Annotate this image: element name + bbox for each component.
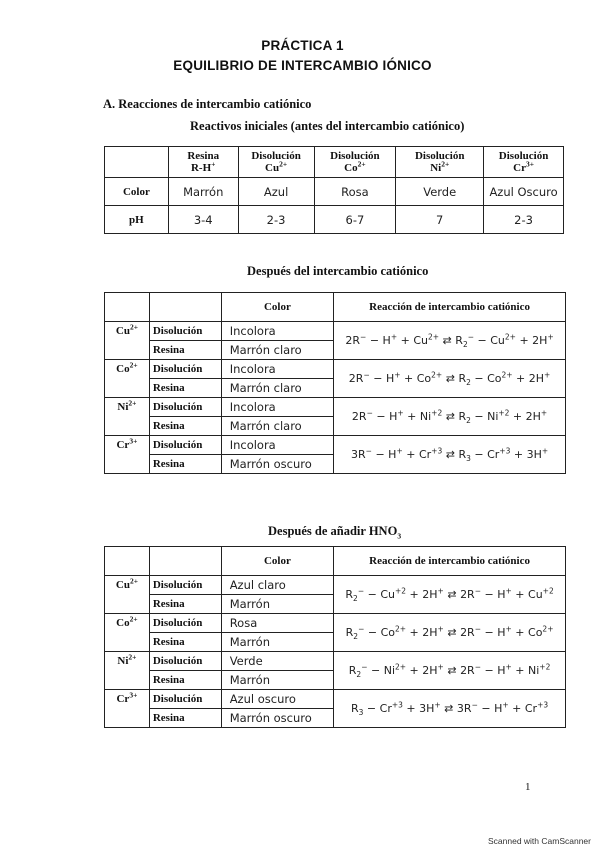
sub-label-disolucion: Disolución: [149, 322, 221, 341]
initial-reagents-table: [104, 146, 564, 234]
table-row: [105, 398, 566, 417]
resina-color: Marrón claro: [221, 379, 333, 398]
color-co: Rosa: [314, 178, 396, 206]
table3-corner-ion: [105, 547, 150, 576]
table-row: [105, 576, 566, 595]
table2-ion-cr: $Cr^{3+}$: [105, 436, 150, 474]
disolucion-color: Incolora: [221, 322, 333, 341]
reaction-cell: [334, 690, 566, 728]
disolucion-color: Rosa: [221, 614, 333, 633]
reaction-equation: $R_2^- - Cu^{+2} + 2H^+$ ⇄ $2R^- - H^+ + Cu^{+2}$: [345, 585, 554, 603]
table-row: [105, 322, 566, 341]
table1-corner-cell: [105, 147, 169, 178]
table-row: [105, 614, 566, 633]
table3-header-color: Color: [221, 547, 333, 576]
reaction-cell: [334, 652, 566, 690]
section-a-heading: A. Reacciones de intercambio catiónico: [103, 97, 312, 111]
table1-header-cu: Disolución $Cu^{2+}$: [238, 147, 314, 178]
table-row: [105, 360, 566, 379]
table-row: [105, 690, 566, 709]
table2-header-color: Color: [221, 293, 333, 322]
after-hno3-table: [104, 546, 566, 728]
ph-co: 6-7: [314, 206, 396, 234]
ph-cr: 2-3: [484, 206, 564, 234]
table2-ion-ni: $Ni^{2+}$: [105, 398, 150, 436]
color-cu: Azul: [238, 178, 314, 206]
reaction-cell: [334, 360, 566, 398]
row-label-color: Color: [105, 178, 169, 206]
disolucion-color: Incolora: [221, 436, 333, 455]
reaction-equation: $R_3 - Cr^{+3} + 3H^+$ ⇄ $3R^- - H^+ + Cr^{+3}$: [350, 699, 549, 717]
disolucion-color: Incolora: [221, 360, 333, 379]
resina-color: Marrón oscuro: [221, 455, 333, 474]
table2-header-reaction: Reacción de intercambio catiónico: [334, 293, 566, 322]
reaction-cell: [334, 614, 566, 652]
reaction-cell: [334, 322, 566, 360]
table-row: [105, 436, 566, 455]
sub-label-disolucion: Disolución: [149, 436, 221, 455]
table1-header-resin: Resina R-H+: [168, 147, 238, 178]
disolucion-color: Verde: [221, 652, 333, 671]
table-row: [105, 652, 566, 671]
reaction-equation: $3R^- - H^+ + Cr^{+3}$ ⇄ $R_3 - Cr^{+3} + 3H^+$: [351, 445, 549, 463]
ph-ni: 7: [396, 206, 484, 234]
practice-title: PRÁCTICA 1: [261, 38, 344, 53]
table1-header-cr: Disolución $Cr^{3+}$: [484, 147, 564, 178]
sub-label-disolucion: Disolución: [149, 614, 221, 633]
sub-label-resina: Resina: [149, 417, 221, 436]
table1-caption: Reactivos iniciales (antes del intercambio catiónico): [190, 119, 465, 133]
table2-ion-co: $Co^{2+}$: [105, 360, 150, 398]
sub-label-resina: Resina: [149, 595, 221, 614]
table3-ion-cr: $Cr^{3+}$: [105, 690, 150, 728]
sub-label-disolucion: Disolución: [149, 576, 221, 595]
sub-label-resina: Resina: [149, 455, 221, 474]
reaction-cell: [334, 576, 566, 614]
sub-label-resina: Resina: [149, 379, 221, 398]
row-label-ph: pH: [105, 206, 169, 234]
table2-corner-sub: [149, 293, 221, 322]
reaction-equation: $2R^- - H^+ + Co^{2+}$ ⇄ $R_2 - Co^{2+} + 2H^+$: [348, 369, 551, 387]
color-resin: Marrón: [168, 178, 238, 206]
table1-header-ni: Disolución $Ni^{2+}$: [396, 147, 484, 178]
scanner-footer: Scanned with CamScanner: [487, 836, 591, 846]
table3-header-reaction: Reacción de intercambio catiónico: [334, 547, 566, 576]
ph-resin: 3-4: [168, 206, 238, 234]
table2-ion-cu: $Cu^{2+}$: [105, 322, 150, 360]
resina-color: Marrón oscuro: [221, 709, 333, 728]
sub-label-disolucion: Disolución: [149, 690, 221, 709]
color-cr: Azul Oscuro: [484, 178, 564, 206]
after-exchange-table: [104, 292, 566, 474]
sub-label-resina: Resina: [149, 671, 221, 690]
table-row: [105, 178, 564, 206]
resina-color: Marrón: [221, 633, 333, 652]
resina-color: Marrón claro: [221, 417, 333, 436]
table3-ion-cu: $Cu^{2+}$: [105, 576, 150, 614]
reaction-equation: $R_2^- - Ni^{2+} + 2H^+$ ⇄ $2R^- - H^+ + Ni^{+2}$: [348, 661, 551, 679]
sub-label-disolucion: Disolución: [149, 652, 221, 671]
sub-label-resina: Resina: [149, 341, 221, 360]
table2-corner-ion: [105, 293, 150, 322]
resina-color: Marrón claro: [221, 341, 333, 360]
color-ni: Verde: [396, 178, 484, 206]
reaction-equation: $R_2^- - Co^{2+} + 2H^+$ ⇄ $2R^- - H^+ + Co^{2+}$: [345, 623, 554, 641]
table2-caption: Después del intercambio catiónico: [247, 264, 429, 278]
sub-label-disolucion: Disolución: [149, 360, 221, 379]
practice-subtitle: EQUILIBRIO DE INTERCAMBIO IÓNICO: [173, 58, 432, 73]
table3-ion-co: $Co^{2+}$: [105, 614, 150, 652]
disolucion-color: Azul claro: [221, 576, 333, 595]
page-number: 1: [525, 781, 531, 793]
table1-header-co: Disolución $Co^{2+}$: [314, 147, 396, 178]
reaction-equation: $2R^- - H^+ + Ni^{+2}$ ⇄ $R_2 - Ni^{+2} + 2H^+$: [351, 407, 548, 425]
table3-corner-sub: [149, 547, 221, 576]
reaction-equation: $2R^- - H^+ + Cu^{2+}$ ⇄ $R_2^- - Cu^{2+} + 2H^+$: [345, 331, 554, 349]
resina-color: Marrón: [221, 671, 333, 690]
disolucion-color: Incolora: [221, 398, 333, 417]
reaction-cell: [334, 436, 566, 474]
table-row: [105, 206, 564, 234]
disolucion-color: Azul oscuro: [221, 690, 333, 709]
table3-ion-ni: $Ni^{2+}$: [105, 652, 150, 690]
reaction-cell: [334, 398, 566, 436]
ph-cu: 2-3: [238, 206, 314, 234]
sub-label-resina: Resina: [149, 633, 221, 652]
resina-color: Marrón: [221, 595, 333, 614]
sub-label-disolucion: Disolución: [149, 398, 221, 417]
table3-caption: Después de añadir $HNO_3$: [268, 524, 402, 541]
sub-label-resina: Resina: [149, 709, 221, 728]
